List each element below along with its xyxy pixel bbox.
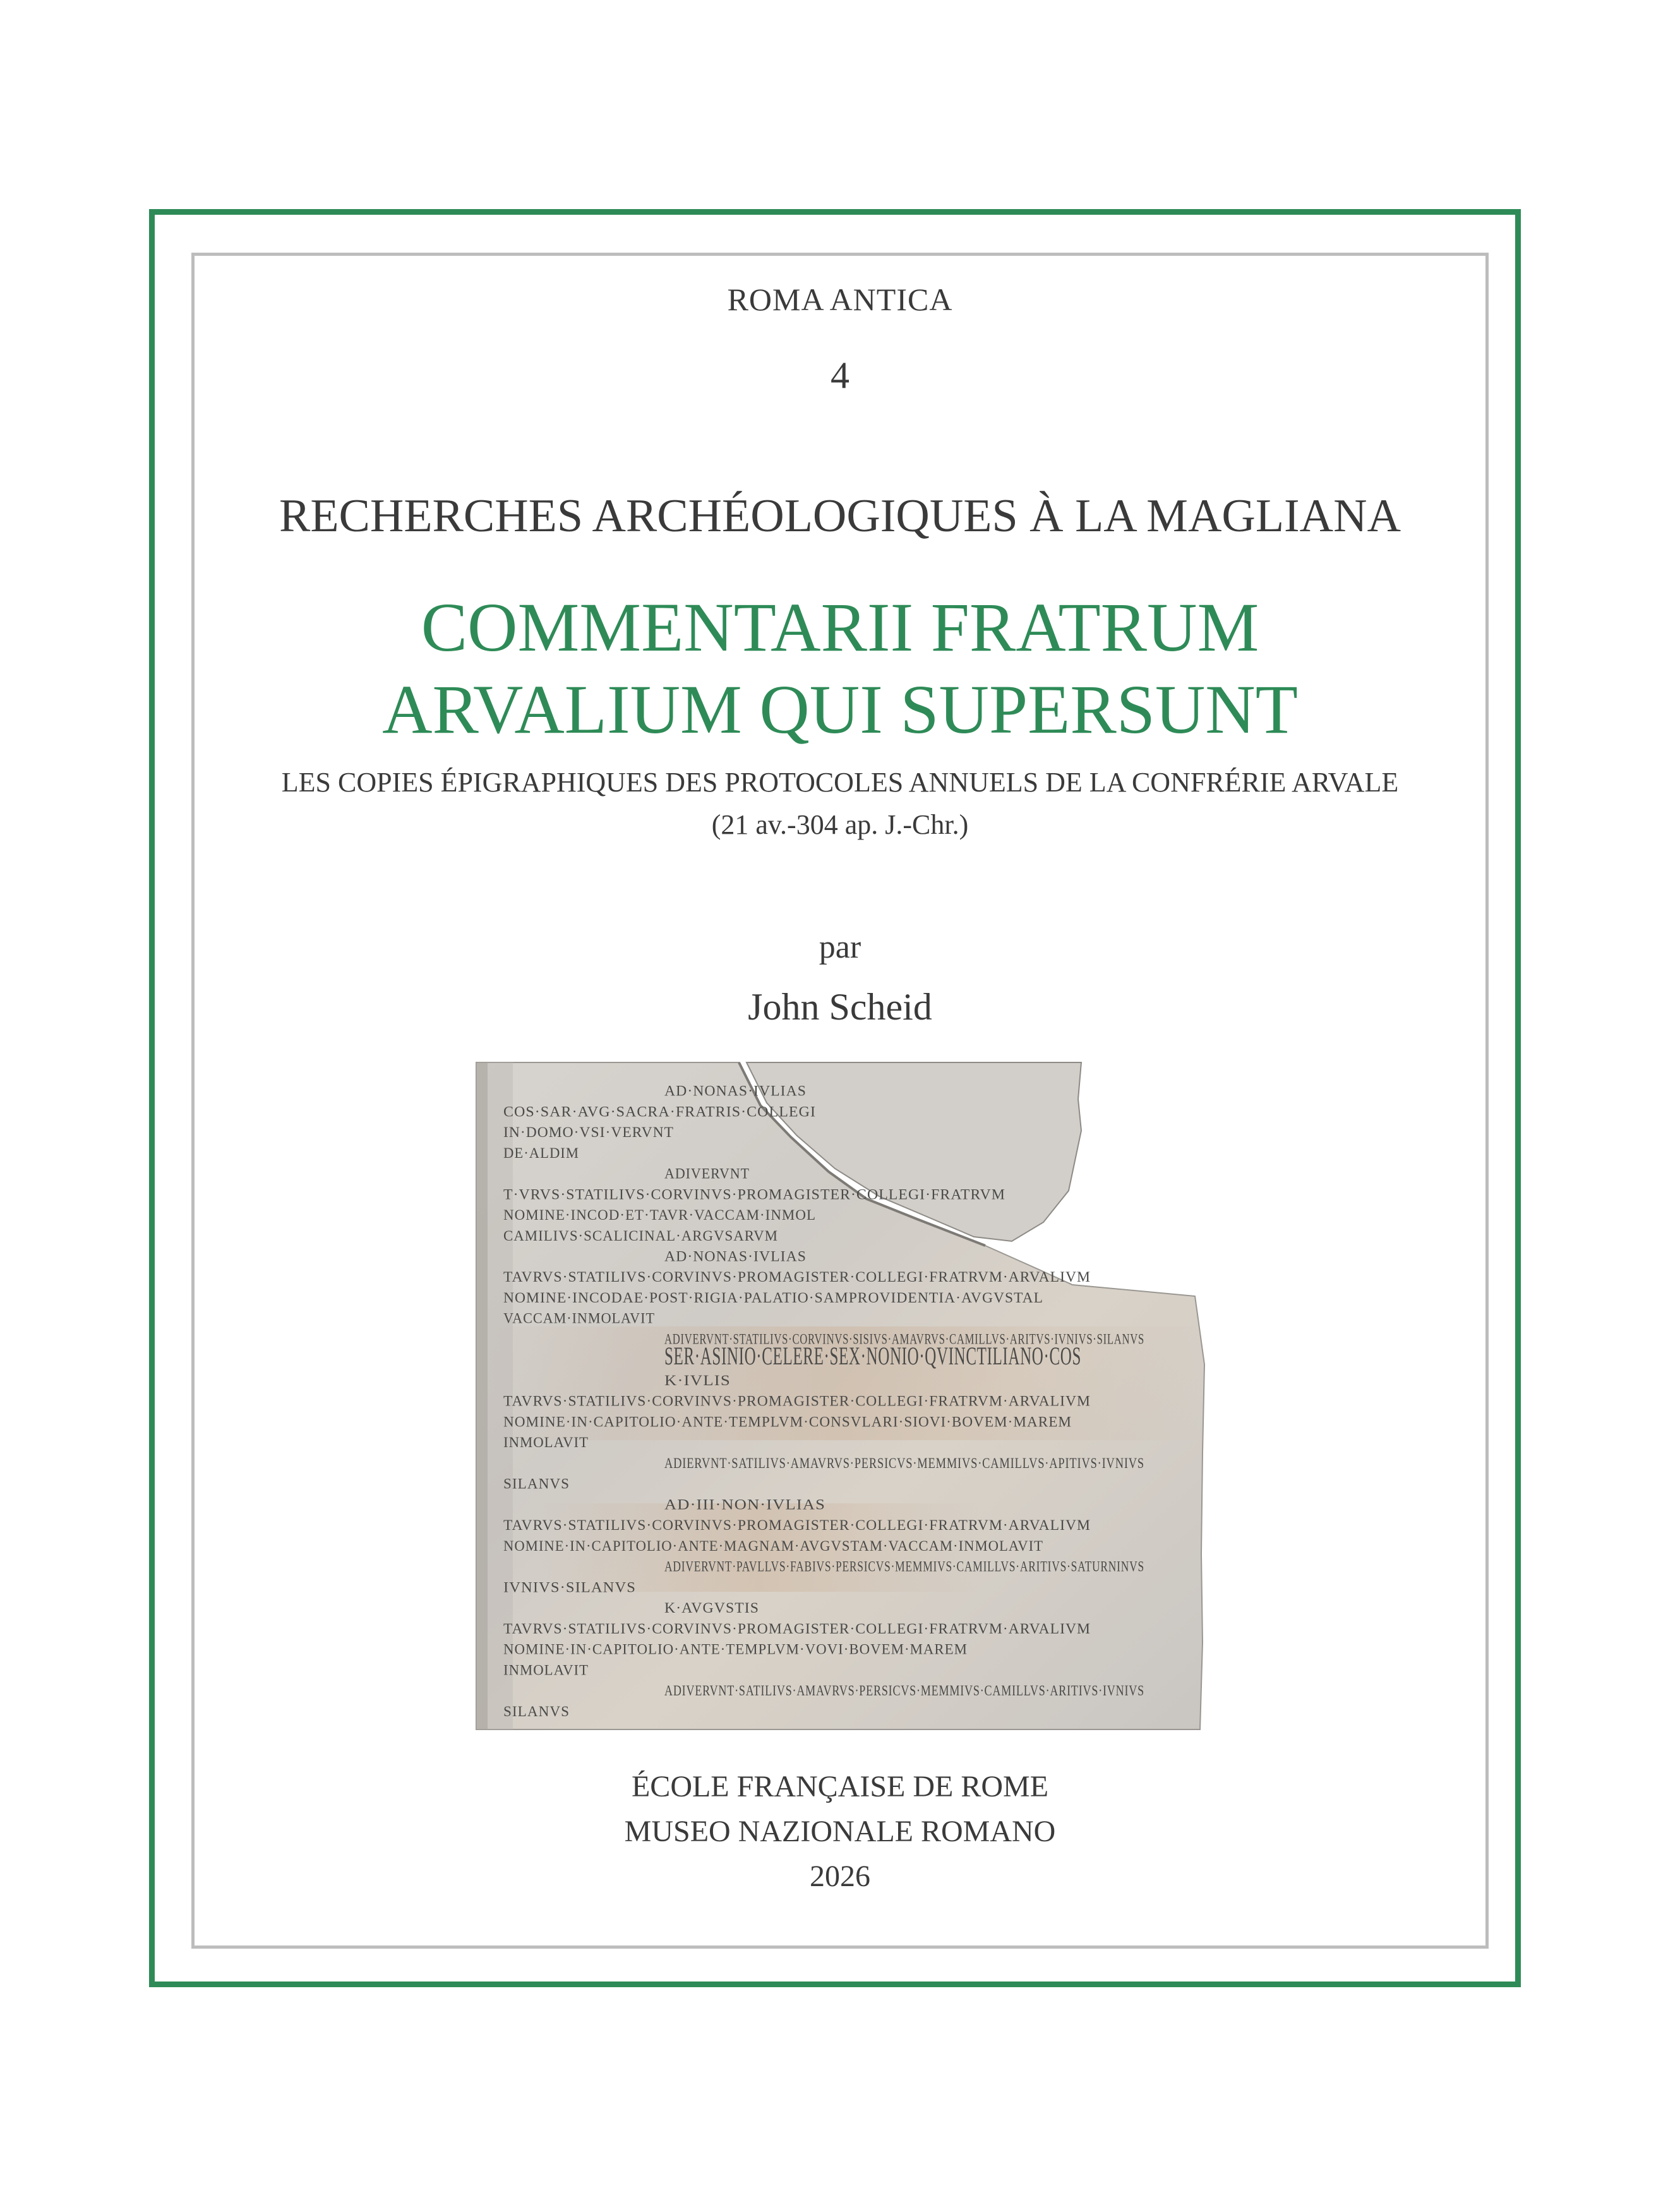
inscription-line: K·IVLIS: [664, 1372, 731, 1388]
inscription-line: NOMINE·IN·CAPITOLIO·ANTE·TEMPLVM·VOVI·BOVEM·MAREM: [503, 1641, 968, 1657]
inscription-line: NOMINE·INCODAE·POST·RIGIA·PALATIO·SAMPROVIDENTIA·AVGVSTAL: [503, 1289, 1043, 1306]
main-title-line-1: COMMENTARII FRATRUM: [421, 589, 1259, 666]
inscription-line: SILANVS: [503, 1703, 570, 1719]
inscription-photo: [475, 1061, 1208, 1732]
by-label: par: [819, 929, 861, 965]
publisher-1: ÉCOLE FRANÇAISE DE ROME: [631, 1770, 1049, 1803]
inscription-line: IN·DOMO·VSI·VERVNT: [503, 1124, 674, 1141]
inscription-line: TAVRVS·STATILIVS·CORVINVS·PROMAGISTER·COLLEGI·FRATRVM·ARVALIVM: [503, 1393, 1091, 1409]
inscription-line: SILANVS: [503, 1476, 570, 1492]
inscription-line: INMOLAVIT: [503, 1662, 589, 1678]
inscription-line: IVNIVS·SILANVS: [503, 1579, 636, 1596]
author-name: John Scheid: [748, 986, 932, 1028]
volume-number: 4: [831, 354, 849, 396]
inscription-line: NOMINE·IN·CAPITOLIO·ANTE·TEMPLVM·CONSVLARI·SIOVI·BOVEM·MAREM: [503, 1414, 1072, 1430]
publisher-2: MUSEO NAZIONALE ROMANO: [624, 1815, 1056, 1848]
inscription-line: SER·ASINIO·CELERE·SEX·NONIO·QVINCTILIANO·COS: [664, 1342, 1081, 1371]
inscription-line: DE·ALDIM: [503, 1145, 579, 1161]
inscription-line: AD·III·NON·IVLIAS: [664, 1496, 825, 1513]
inscription-line: CAMILIVS·SCALICINAL·ARGVSARVM: [503, 1227, 778, 1244]
subtitle: LES COPIES ÉPIGRAPHIQUES DES PROTOCOLES ANNUELS DE LA CONFRÉRIE ARVALE: [281, 767, 1399, 798]
inscription-line: AD·NONAS·IVLIAS: [664, 1248, 807, 1265]
inscription-line: K·AVGVSTIS: [664, 1600, 759, 1616]
inscription-line: COS·SAR·AVG·SACRA·FRATRIS·COLLEGI: [503, 1104, 816, 1120]
inscription-line: TAVRVS·STATILIVS·CORVINVS·PROMAGISTER·COLLEGI·FRATRVM·ARVALIVM: [503, 1269, 1091, 1285]
inscription-line: ADIVERVNT·PAVLLVS·FABIVS·PERSICVS·MEMMIVS·CAMILLVS·ARITIVS·SATURNINVS: [664, 1558, 1144, 1575]
inscription-line: ADIVERVNT·SATILIVS·AMAVRVS·PERSICVS·MEMMIVS·CAMILLVS·ARITIVS·IVNIVS: [664, 1683, 1144, 1699]
inscription-line: ADIERVNT·SATILIVS·AMAVRVS·PERSICVS·MEMMIVS·CAMILLVS·APITIVS·IVNIVS: [664, 1455, 1144, 1471]
inscription-line: ADIVERVNT·STATILIVS·CORVINVS·SISIVS·AMAVRVS·CAMILLVS·ARITVS·IVNIVS·SILANVS: [664, 1331, 1144, 1347]
inscription-line: INMOLAVIT: [503, 1434, 589, 1451]
inscription-line: NOMINE·IN·CAPITOLIO·ANTE·MAGNAM·AVGVSTAM·VACCAM·INMOLAVIT: [503, 1537, 1043, 1554]
inscription-line: TAVRVS·STATILIVS·CORVINVS·PROMAGISTER·COLLEGI·FRATRVM·ARVALIVM: [503, 1517, 1091, 1534]
inscription-line: NOMINE·INCOD·ET·TAVR·VACCAM·INMOL: [503, 1207, 816, 1224]
inscription-line: ADIVERVNT: [664, 1165, 750, 1182]
inscription-line: VACCAM·INMOLAVIT: [503, 1310, 655, 1326]
inscription-line: T·VRVS·STATILIVS·CORVINVS·PROMAGISTER·COLLEGI·FRATRVM: [503, 1186, 1005, 1203]
context-title: RECHERCHES ARCHÉOLOGIQUES À LA MAGLIANA: [279, 490, 1401, 542]
inscription-line: TAVRVS·STATILIVS·CORVINVS·PROMAGISTER·COLLEGI·FRATRVM·ARVALIVM: [503, 1620, 1091, 1637]
series-name: ROMA ANTICA: [727, 282, 953, 317]
main-title-line-2: ARVALIUM QUI SUPERSUNT: [382, 671, 1298, 748]
inscription-line: AD·NONAS·IVLIAS: [664, 1083, 807, 1099]
publication-year: 2026: [810, 1860, 870, 1893]
date-range: (21 av.-304 ap. J.-Chr.): [711, 809, 969, 840]
